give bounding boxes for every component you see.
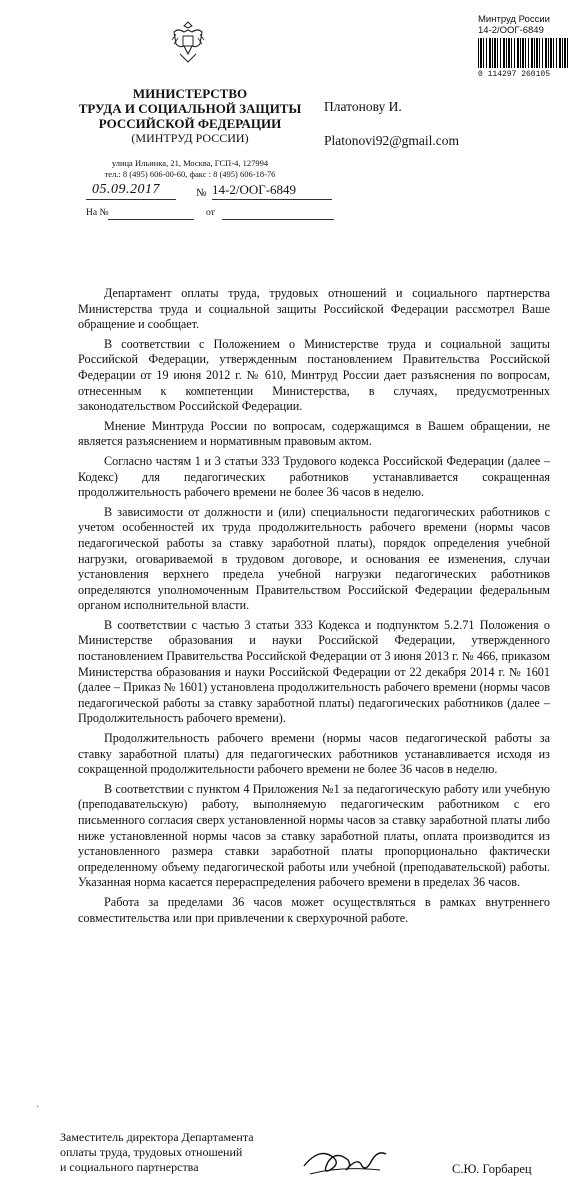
stamp-line-1: Минтруд России — [478, 14, 550, 25]
handwritten-signature-icon — [300, 1136, 390, 1182]
ministry-short-name: (МИНТРУД РОССИИ) — [131, 131, 249, 145]
reference-line — [86, 206, 356, 222]
na-label: На № — [86, 208, 109, 218]
paragraph: В зависимости от должности и (или) специальности педагогических работников с учетом особенностей их труда продолжительность рабочего времени (нормы часов педагогической работы за ставку заработной платы), порядок определения учебной нагрузки, оговариваемой в трудовом договоре, и основания ее изменения, случаи установления верхнего предела учебной нагрузки педагогических работников определяются уполномоченным Правительством Российской Федерации федеральным органом исполнительной власти. — [78, 504, 550, 613]
ot-underline — [222, 219, 334, 220]
date-underline — [86, 199, 176, 200]
coat-of-arms-emblem-icon — [168, 18, 208, 66]
recipient-name: Платонову И. — [324, 99, 402, 114]
barcode-number: 0 114297 260105 — [478, 70, 551, 79]
address-line: улица Ильинка, 21, Москва, ГСП-4, 127994 — [111, 158, 269, 168]
registration-line — [86, 182, 356, 202]
signer-title-line-2: оплаты труда, трудовых отношений — [60, 1145, 243, 1159]
ministry-line-3: РОССИЙСКОЙ ФЕДЕРАЦИИ — [98, 116, 282, 131]
barcode-icon — [478, 38, 570, 68]
signer-name: С.Ю. Горбарец — [452, 1162, 532, 1176]
ministry-address — [40, 158, 340, 180]
paragraph: В соответствии с пунктом 4 Приложения №1 за педагогическую работу или учебную (преподавательскую) работу, выполняемую педагогическим работником с его письменного согласия сверх установленной нормы часов за ставку заработной платы либо ниже установленной нормы часов за ставку заработной платы, оплата производится из установленного размера ставки заработной платы пропорционально фактически определенному объему педагогической работы или учебной (преподавательской) работы. Указанная норма касается перераспределения рабочего времени в пределах 36 часов. — [78, 781, 550, 890]
ministry-line-1: МИНИСТЕРСТВО — [132, 86, 248, 101]
paragraph: Работа за пределами 36 часов может осуществляться в рамках внутреннего совместительства или при привлечении к сверхурочной работе. — [78, 894, 550, 925]
ministry-header — [40, 86, 340, 146]
phones-line: тел.: 8 (495) 606-00-60, факс : 8 (495) 606-18-76 — [104, 169, 276, 179]
paragraph: В соответствии с частью 3 статьи 333 Кодекса и подпунктом 5.2.71 Положения о Министерстве образования и науки Российской Федерации, утвержденного постановлением Правительства Российской Федерации от 3 июня 2013 г. № 466, приказом Министерства образования и науки Российской Федерации от 22 декабря 2014 г. № 1601 (далее – Приказ № 1601) установлена продолжительность рабочего времени (нормы часов педагогической работы за ставку заработной платы) педагогических работников (далее – Продолжительность рабочего времени). — [78, 617, 550, 726]
margin-mark: · — [36, 1102, 40, 1113]
stamp-line-2: 14-2/ООГ-6849 — [478, 25, 544, 36]
signer-title-line-1: Заместитель директора Департамента — [60, 1130, 254, 1144]
registration-stamp — [472, 14, 576, 79]
recipient-email: Platonovi92@gmail.com — [324, 133, 460, 148]
paragraph: Мнение Минтруда России по вопросам, содержащимся в Вашем обращении, не является разъяснением и нормативным правовым актом. — [78, 418, 550, 449]
letter-date: 05.09.2017 — [92, 182, 160, 197]
ministry-line-2: ТРУДА И СОЦИАЛЬНОЙ ЗАЩИТЫ — [78, 101, 302, 116]
paragraph: Согласно частям 1 и 3 статьи 333 Трудового кодекса Российской Федерации (далее – Кодекс) для педагогических работников устанавливается сокращенная продолжительность рабочего времени не более 36 часов в неделю. — [78, 453, 550, 500]
signer-title-line-3: и социального партнерства — [60, 1160, 199, 1174]
paragraph: В соответствии с Положением о Министерстве труда и социальной защиты Российской Федерации, утвержденным постановлением Правительства Российской Федерации от 19 июня 2012 г. № 610, Минтруд России дает разъяснения по вопросам, отнесенным к компетенции Министерства, в случаях, предусмотренных законодательством Российской Федерации. — [78, 336, 550, 414]
letter-number: 14-2/ООГ-6849 — [212, 182, 297, 197]
number-label: № — [196, 187, 207, 199]
paragraph: Департамент оплаты труда, трудовых отношений и социального партнерства Министерства труда и социальной защиты Российской Федерации рассмотрел Ваше обращение и сообщает. — [78, 286, 550, 332]
signature-block — [60, 1130, 254, 1175]
number-underline — [212, 199, 332, 200]
na-underline — [108, 219, 194, 220]
paragraph: Продолжительность рабочего времени (нормы часов педагогической работы за ставку заработной платы) для педагогических работников устанавливается исходя из сокращенной продолжительности рабочего времени не более 36 часов в неделю. — [78, 731, 550, 777]
ot-label: от — [206, 208, 215, 218]
letter-body — [78, 286, 550, 930]
